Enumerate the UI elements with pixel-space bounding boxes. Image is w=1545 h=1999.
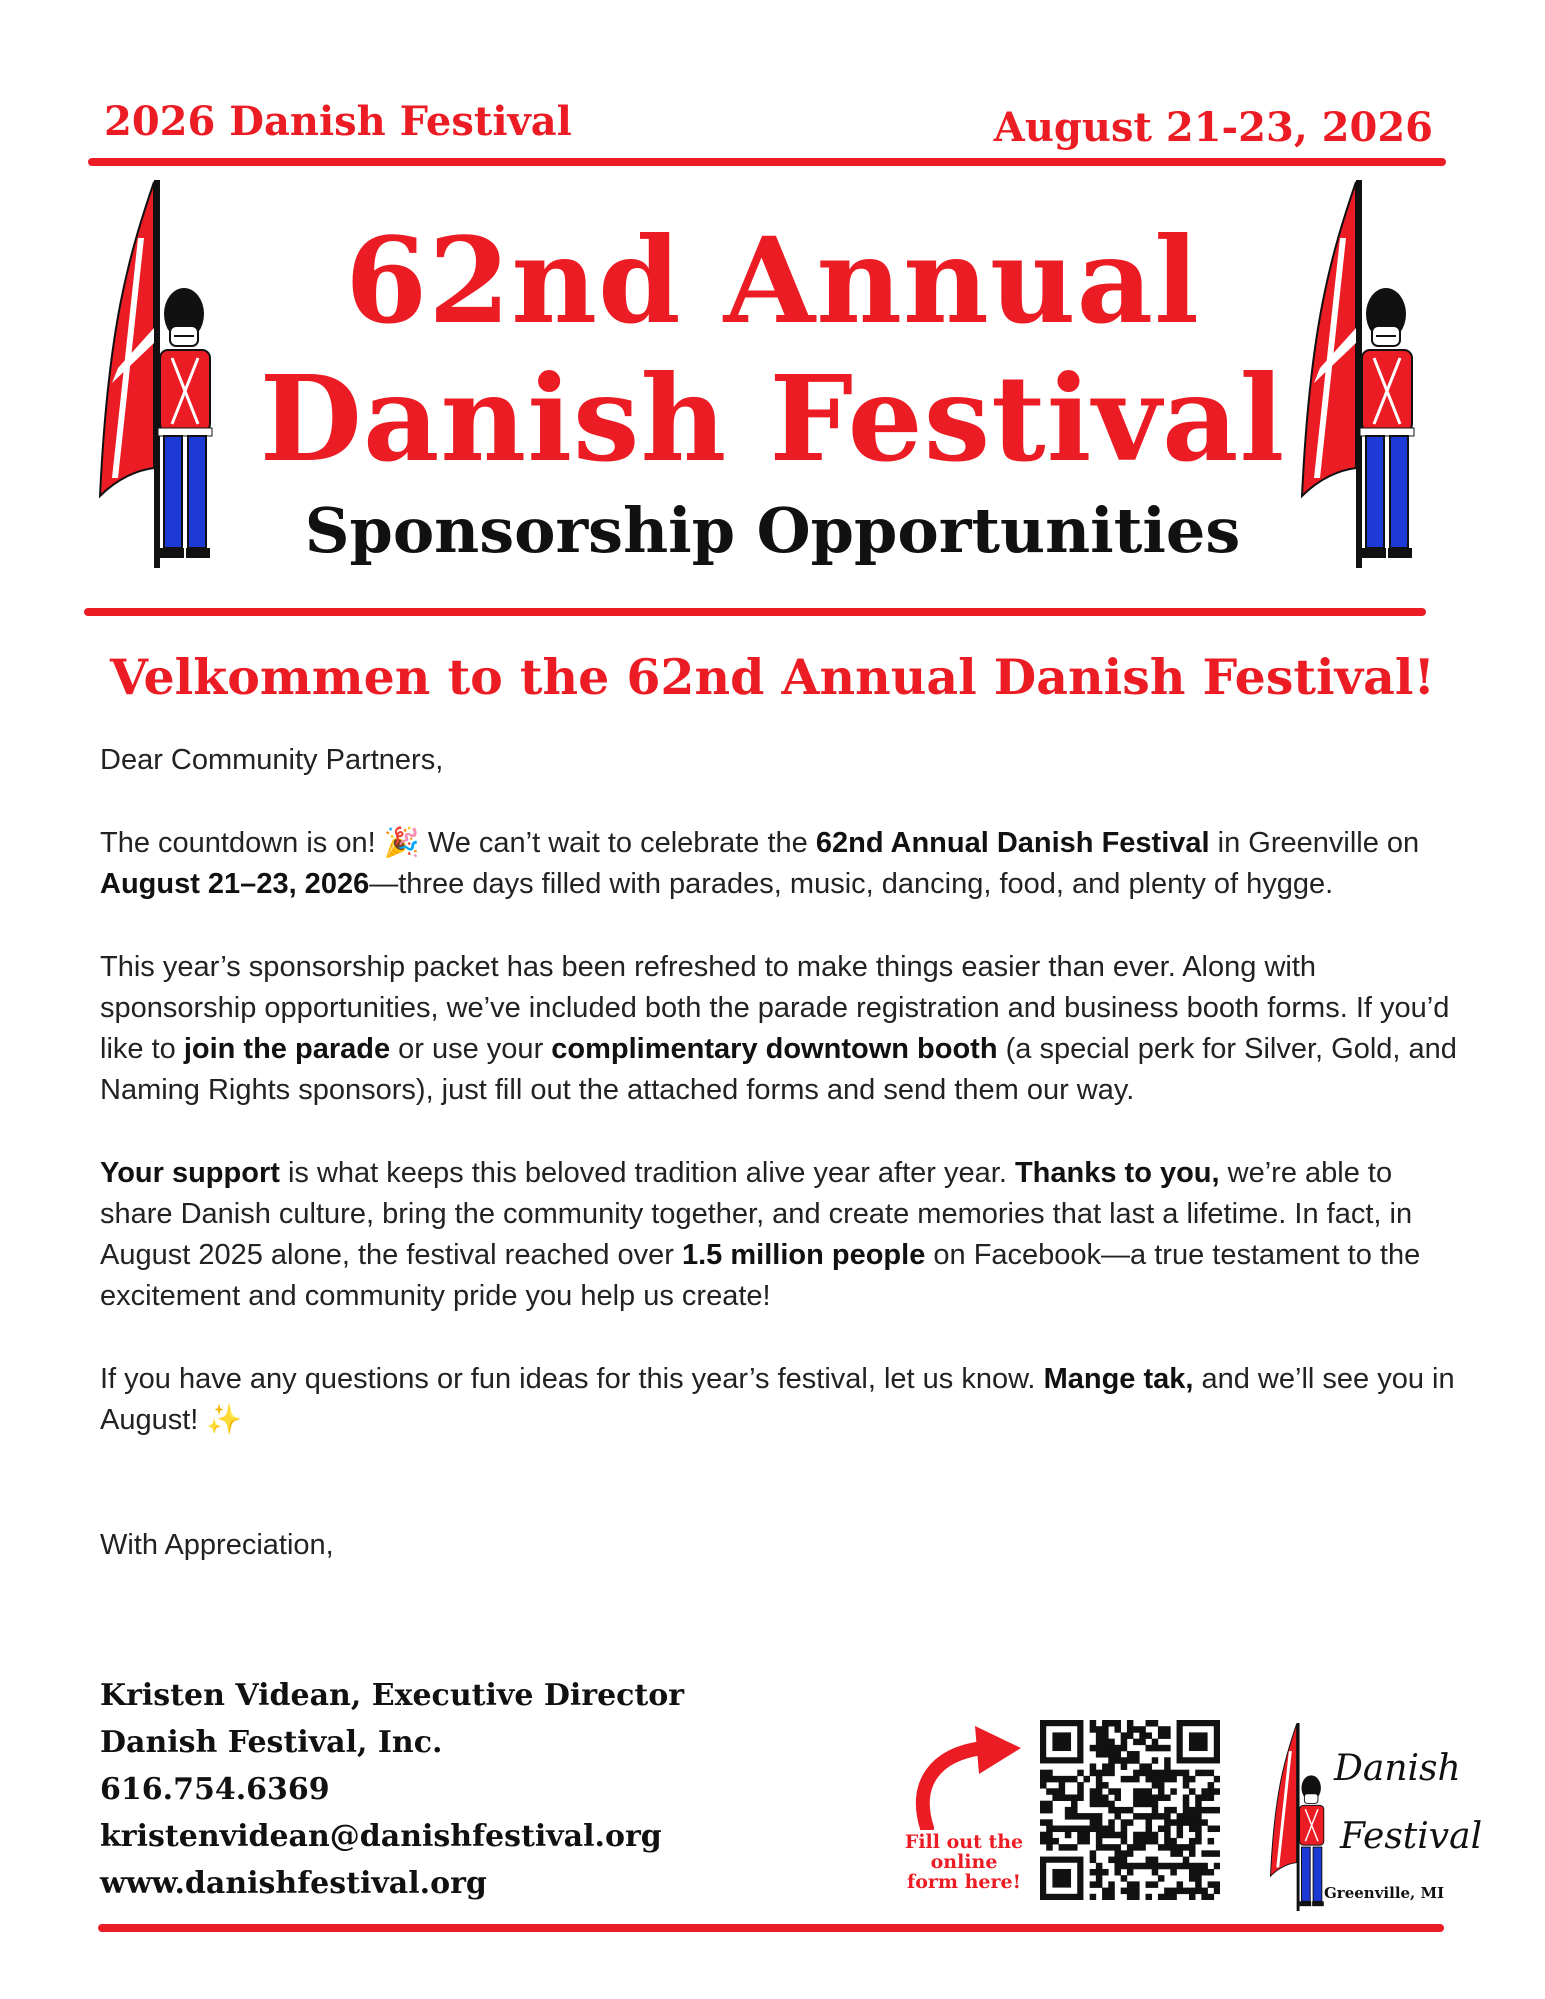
left-soldier-flag-icon xyxy=(98,178,228,570)
main-title-line2: Danish Festival xyxy=(259,349,1286,488)
signature-website[interactable]: www.danishfestival.org xyxy=(100,1866,487,1901)
text: is what keeps this beloved tradition alive year after year. xyxy=(279,1157,1015,1189)
text: we’re able to share Danish culture, bring the community together, and create memories that last a lifetime. In fact, in August 2025 alone, the festival reached over xyxy=(100,1157,1413,1271)
signature-email[interactable]: kristenvidean@danishfestival.org xyxy=(100,1819,662,1854)
logo-word-danish: Danish xyxy=(1334,1748,1461,1789)
bold-text: Mange tak, xyxy=(1043,1363,1194,1395)
text: —three days filled with parades, music, dancing, food, and plenty of hygge. xyxy=(369,868,1334,900)
logo-city: Greenville, MI xyxy=(1324,1884,1445,1902)
signature-phone[interactable]: 616.754.6369 xyxy=(100,1772,330,1807)
curved-arrow-icon xyxy=(905,1724,1025,1830)
right-soldier-flag-icon xyxy=(1300,178,1430,570)
cta-text xyxy=(892,1832,1036,1892)
letter-body xyxy=(100,740,1460,1608)
bold-text: complimentary downtown booth xyxy=(551,1033,998,1065)
bold-text: Your support xyxy=(100,1157,280,1189)
letter-paragraph-3 xyxy=(100,1153,1460,1317)
text: in Greenville on xyxy=(1209,827,1420,859)
logo-word-festival: Festival xyxy=(1340,1816,1483,1857)
cta-line: form here! xyxy=(907,1871,1021,1893)
letter-paragraph-4 xyxy=(100,1359,1460,1441)
signature-org: Danish Festival, Inc. xyxy=(100,1725,443,1760)
letter-closing: With Appreciation, xyxy=(100,1529,334,1561)
bottom-divider xyxy=(98,1924,1444,1932)
danish-festival-logo xyxy=(1268,1722,1483,1912)
subtitle: Sponsorship Opportunities xyxy=(304,494,1241,567)
qr-code[interactable] xyxy=(1040,1720,1220,1900)
main-title-line1: 62nd Annual xyxy=(345,211,1200,350)
bold-text: join the parade xyxy=(183,1033,391,1065)
cta-line: Fill out the xyxy=(904,1831,1024,1853)
title-block xyxy=(230,212,1315,567)
bold-text: 62nd Annual Danish Festival xyxy=(815,827,1210,859)
header-festival-dates: August 21-23, 2026 xyxy=(993,104,1433,151)
text: and we’ll see you in August! ✨ xyxy=(100,1363,1455,1436)
welcome-heading: Velkommen to the 62nd Annual Danish Festival! xyxy=(109,648,1436,706)
bold-text: August 21–23, 2026 xyxy=(100,868,370,900)
top-divider xyxy=(88,158,1446,166)
letter-paragraph-2 xyxy=(100,947,1460,1111)
header-festival-year: 2026 Danish Festival xyxy=(104,98,572,145)
signature-block xyxy=(100,1672,684,1907)
text: (a special perk for Silver, Gold, and Naming Rights sponsors), just fill out the attached forms and send them our way. xyxy=(100,1033,1457,1106)
text: This year’s sponsorship packet has been refreshed to make things easier than ever. Along with sponsorship opportunities, we’ve included both the parade registration and business booth forms. If you’d like to xyxy=(100,951,1450,1065)
cta-line: online xyxy=(930,1851,998,1873)
letter-paragraph-1 xyxy=(100,823,1460,905)
bold-text: Thanks to you, xyxy=(1014,1157,1220,1189)
title-divider xyxy=(84,608,1426,616)
text: or use your xyxy=(390,1033,552,1065)
text: on Facebook—a true testament to the excitement and community pride you help us create! xyxy=(100,1239,1421,1312)
signature-name: Kristen Videan, Executive Director xyxy=(100,1678,685,1713)
text: The countdown is on! 🎉 We can’t wait to celebrate the xyxy=(100,827,816,859)
bold-text: 1.5 million people xyxy=(682,1239,926,1271)
text: If you have any questions or fun ideas for this year’s festival, let us know. xyxy=(100,1363,1044,1395)
soldier-figure xyxy=(158,288,212,558)
letter-greeting: Dear Community Partners, xyxy=(100,744,444,776)
